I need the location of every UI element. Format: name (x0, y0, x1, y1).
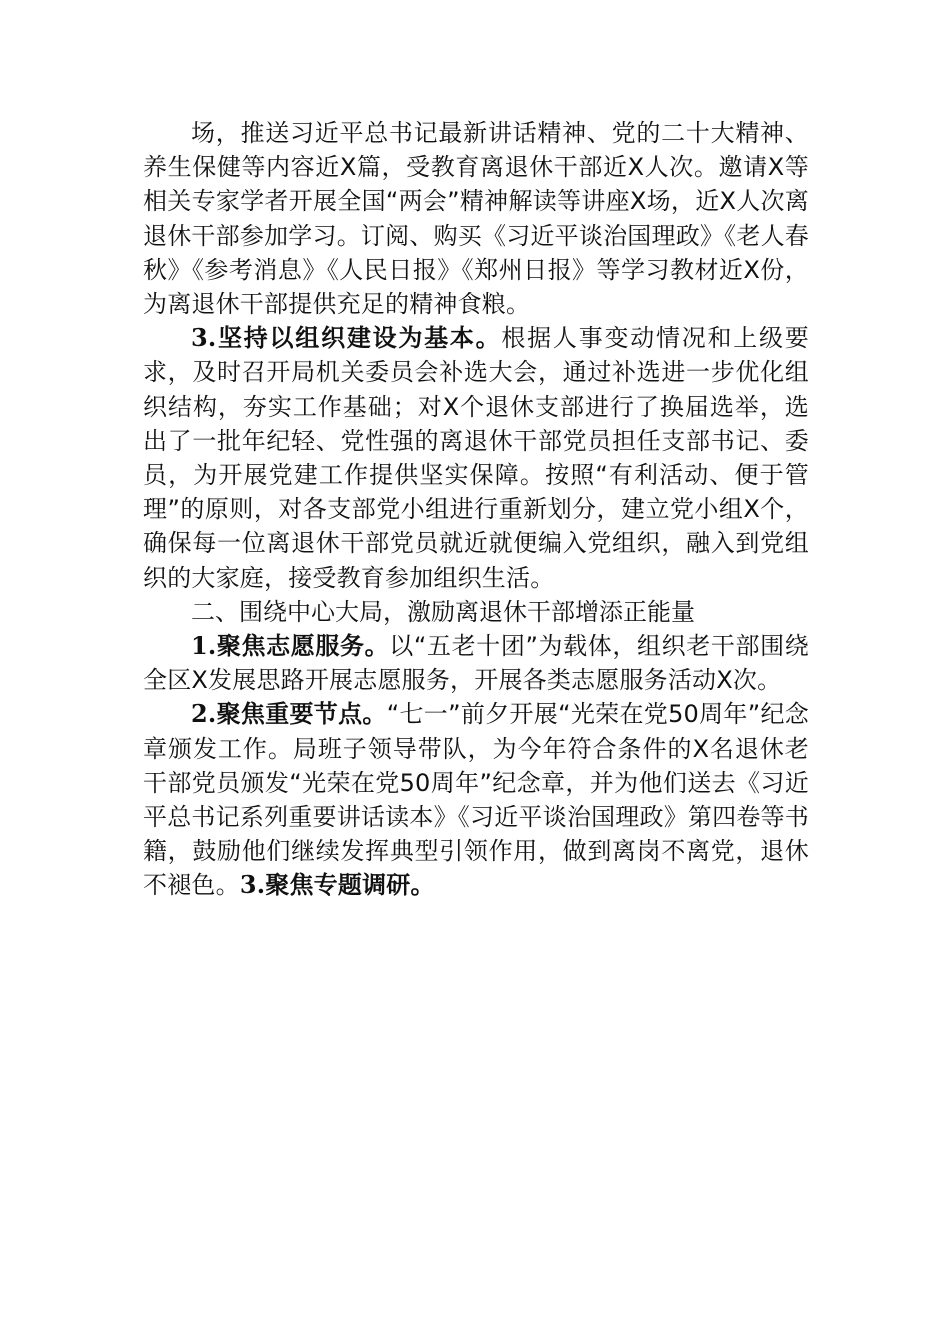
paragraph-tail-bold: 3.聚焦专题调研。 (239, 870, 435, 900)
paragraph-volunteer-service (143, 629, 809, 697)
paragraph-organization-building (143, 321, 809, 595)
paragraph-text: “七一”前夕开展“光荣在党50周年”纪念章颁发工作。局班子领导带队，为今年符合条件的X名退休老干部党员颁发“光荣在党50周年”纪念章，并为他们送去《习近平总书记系列重要讲话读本》《习近平谈治国理政》第四卷等书籍，鼓励他们继续发挥典型引领作用，做到离岗不离党，退休不褪色。 (143, 700, 809, 900)
paragraph-text: 场，推送习近平总书记最新讲话精神、党的二十大精神、养生保健等内容近X篇，受教育离退休干部近X人次。邀请X等相关专家学者开展全国“两会”精神解读等讲座X场，近X人次离退休干部参加学习。订阅、购买《习近平谈治国理政》《老人春秋》《参考消息》《人民日报》《郑州日报》等学习教材近X份，为离退休干部提供充足的精神食粮。 (143, 119, 809, 319)
paragraph-lead-bold: 3.坚持以组织建设为基本。 (191, 323, 502, 353)
paragraph-study-materials (143, 116, 809, 321)
paragraph-lead-bold: 2.聚焦重要节点。 (191, 699, 387, 729)
paragraph-key-nodes (143, 697, 809, 902)
paragraph-text: 根据人事变动情况和上级要求，及时召开局机关委员会补选大会，通过补选进一步优化组织结构，夯实工作基础；对X个退休支部进行了换届选举，选出了一批年纪轻、党性强的离退休干部党员担任支部书记、委员，为开展党建工作提供坚实保障。按照“有利活动、便于管理”的原则，对各支部党小组进行重新划分，建立党小组X个，确保每一位离退休干部党员就近就便编入党组织，融入到党组织的大家庭，接受教育参加组织生活。 (143, 324, 809, 592)
paragraph-lead-bold: 1.聚焦志愿服务。 (191, 631, 390, 661)
paragraph-text: 以“五老十团”为载体，组织老干部围绕全区X发展思路开展志愿服务，开展各类志愿服务活动X次。 (143, 632, 810, 695)
section-heading-two: 二、围绕中心大局，激励离退休干部增添正能量 (191, 597, 695, 626)
document-page (143, 116, 809, 903)
